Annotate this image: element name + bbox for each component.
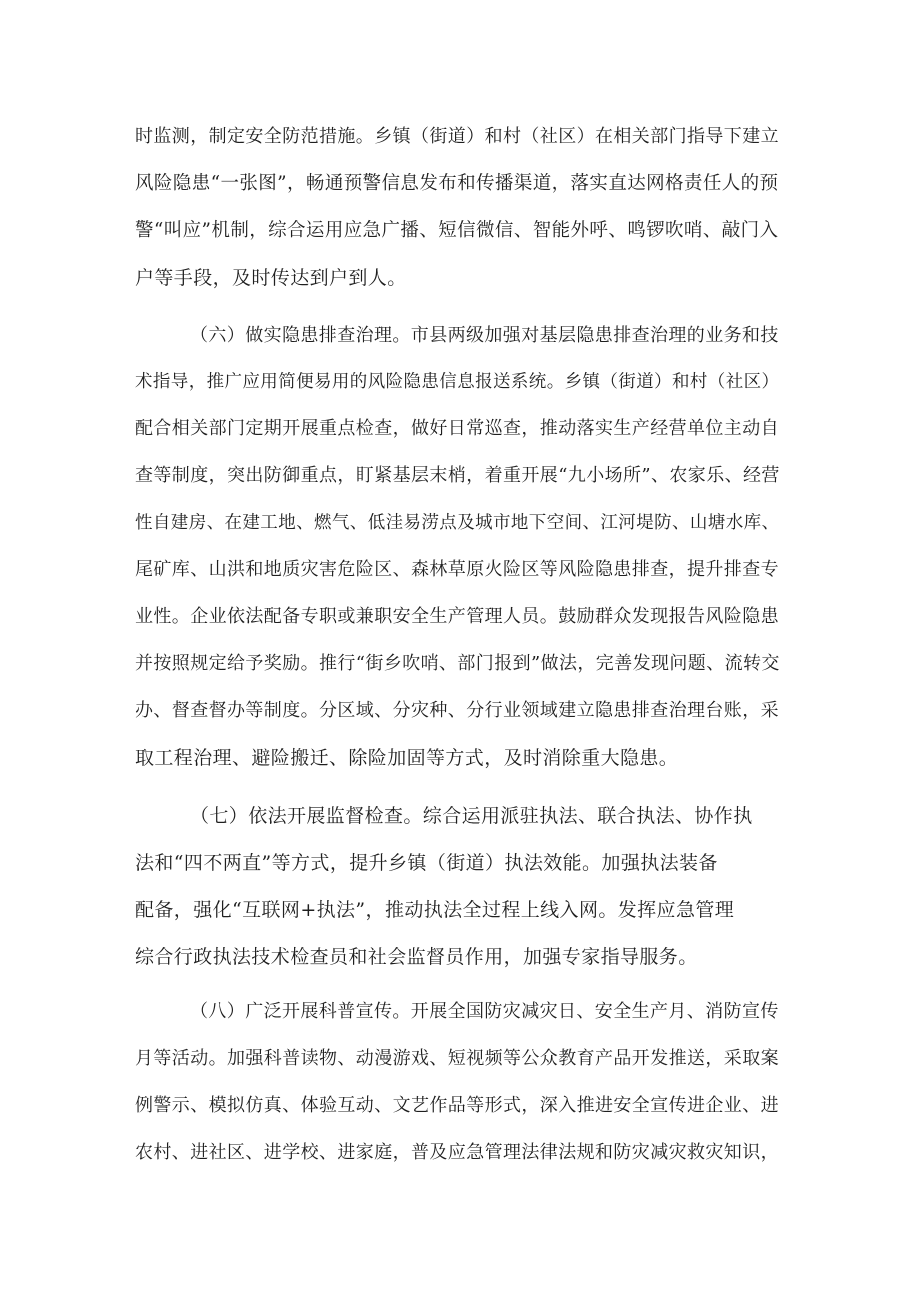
text-line: （六）做实隐患排查治理。市县两级加强对基层隐患排查治理的业务和技 — [190, 325, 779, 346]
text-line: 配备，强化“互联网+执法”，推动执法全过程上线入网。发挥应急管理 — [135, 899, 735, 921]
text-line: 性自建房、在建工地、燃气、低洼易涝点及城市地下空间、江河堤防、山塘水库、 — [135, 513, 780, 533]
text-line: 月等活动。加强科普读物、动漫游戏、短视频等公众教育产品开发推送，采取案 — [135, 1048, 779, 1069]
text-line: 警“叫应”机制，综合运用应急广播、短信微信、智能外呼、鸣锣吹哨、敲门入 — [135, 220, 779, 241]
text-line: 办、督查督办等制度。分区域、分灾种、分行业领域建立隐患排查治理台账，采 — [135, 700, 779, 721]
text-line: 取工程治理、避险搬迁、除险加固等方式，及时消除重大隐患。 — [135, 747, 679, 769]
text-line: 术指导，推广应用简便易用的风险隐患信息报送系统。乡镇（街道）和村（社区） — [135, 372, 780, 392]
text-line: 并按照规定给予奖励。推行“街乡吹哨、部门报到”做法，完善发现问题、流转交 — [135, 653, 780, 674]
text-line: 时监测，制定安全防范措施。乡镇（街道）和村（社区）在相关部门指导下建立 — [135, 126, 779, 147]
text-line: 综合行政执法技术检查员和社会监督员作用，加强专家指导服务。 — [135, 946, 698, 968]
text-line: （八）广泛开展科普宣传。开展全国防灾减灾日、安全生产月、消防宣传 — [190, 1001, 779, 1022]
text-line: 农村、进社区、进学校、进家庭，普及应急管理法律法规和防灾减灾救灾知识， — [135, 1142, 779, 1163]
text-line: 尾矿库、山洪和地质灾害危险区、森林草原火险区等风险隐患排查，提升排查专 — [135, 559, 779, 580]
text-line: 例警示、模拟仿真、体验互动、文艺作品等形式，深入推进安全宣传进企业、进 — [135, 1095, 779, 1116]
text-line: 法和“四不两直”等方式，提升乡镇（街道）执法效能。加强执法装备 — [135, 852, 718, 874]
text-line: （七）依法开展监督检查。综合运用派驻执法、联合执法、协作执 — [190, 805, 753, 827]
text-line: 风险隐患“一张图”，畅通预警信息发布和传播渠道，落实直达网格责任人的预 — [135, 173, 779, 194]
text-line: 配合相关部门定期开展重点检查，做好日常巡查，推动落实生产经营单位主动自 — [135, 418, 779, 439]
text-line: 户等手段，及时传达到户到人。 — [135, 267, 407, 289]
text-line: 查等制度，突出防御重点，盯紧基层末梢，着重开展“九小场所”、农家乐、经营 — [135, 465, 780, 486]
text-line: 业性。企业依法配备专职或兼职安全生产管理人员。鼓励群众发现报告风险隐患 — [135, 606, 779, 627]
